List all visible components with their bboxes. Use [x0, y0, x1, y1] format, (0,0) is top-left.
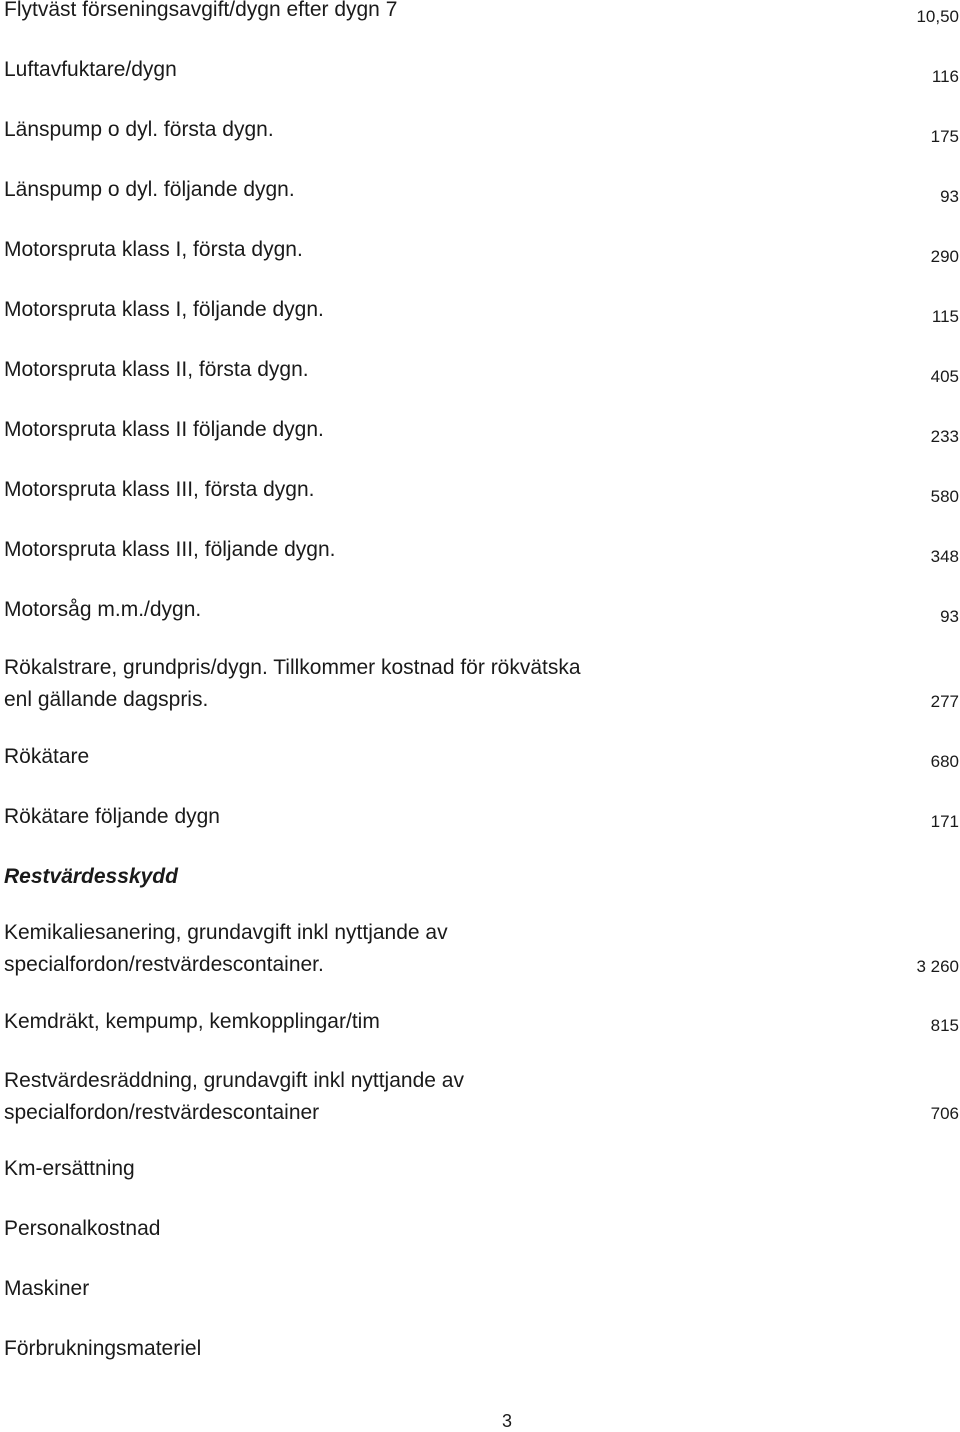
item-label: Luftavfuktare/dygn — [4, 58, 177, 81]
item-price: 277 — [930, 692, 959, 711]
item-label: Rökätare — [4, 745, 90, 768]
item-price: 233 — [930, 427, 959, 446]
item-label-line2: enl gällande dagspris. — [4, 688, 209, 711]
item-price: 93 — [940, 607, 959, 626]
item-price: 93 — [940, 187, 959, 206]
item-price: 290 — [930, 247, 959, 266]
item-label: Motorspruta klass III, följande dygn. — [4, 538, 336, 561]
item-label: Km-ersättning — [4, 1157, 135, 1180]
item-price: 171 — [930, 812, 959, 831]
item-price: 116 — [931, 67, 959, 86]
item-price: 815 — [930, 1016, 959, 1035]
item-label: Flytväst förseningsavgift/dygn efter dygn 7 — [4, 0, 398, 21]
item-price: 680 — [930, 752, 959, 771]
item-label-line1: Kemikaliesanering, grundavgift inkl nyttjande av — [4, 921, 448, 944]
section-heading: Restvärdesskydd — [4, 865, 178, 888]
item-label: Motorspruta klass II följande dygn. — [4, 418, 324, 441]
item-label: Länspump o dyl. följande dygn. — [4, 178, 295, 201]
item-price: 115 — [931, 307, 959, 326]
item-price: 348 — [930, 547, 959, 566]
item-label: Maskiner — [4, 1277, 90, 1300]
item-price: 580 — [930, 487, 959, 506]
item-label: Motorspruta klass I, första dygn. — [4, 238, 303, 261]
item-price: 706 — [930, 1104, 959, 1123]
page-number: 3 — [501, 1411, 512, 1431]
item-label: Motorspruta klass I, följande dygn. — [4, 298, 324, 321]
item-label-line2: specialfordon/restvärdescontainer — [4, 1101, 320, 1124]
item-price: 3 260 — [916, 957, 959, 976]
item-label: Motorsåg m.m./dygn. — [4, 598, 202, 621]
item-label: Personalkostnad — [4, 1217, 161, 1240]
item-label: Kemdräkt, kempump, kemkopplingar/tim — [4, 1010, 380, 1033]
item-label: Rökätare följande dygn — [4, 805, 220, 828]
item-label-line1: Rökalstrare, grundpris/dygn. Tillkommer kostnad för rökvätska — [4, 656, 581, 679]
item-label: Förbrukningsmateriel — [4, 1337, 202, 1360]
item-label-line1: Restvärdesräddning, grundavgift inkl nyttjande av — [4, 1069, 464, 1092]
item-label-line2: specialfordon/restvärdescontainer. — [4, 953, 324, 976]
item-price: 405 — [930, 367, 959, 386]
item-label: Motorspruta klass III, första dygn. — [4, 478, 315, 501]
item-label: Motorspruta klass II, första dygn. — [4, 358, 309, 381]
item-label: Länspump o dyl. första dygn. — [4, 118, 274, 141]
item-price: 10,50 — [916, 7, 959, 26]
item-price: 175 — [930, 127, 959, 146]
